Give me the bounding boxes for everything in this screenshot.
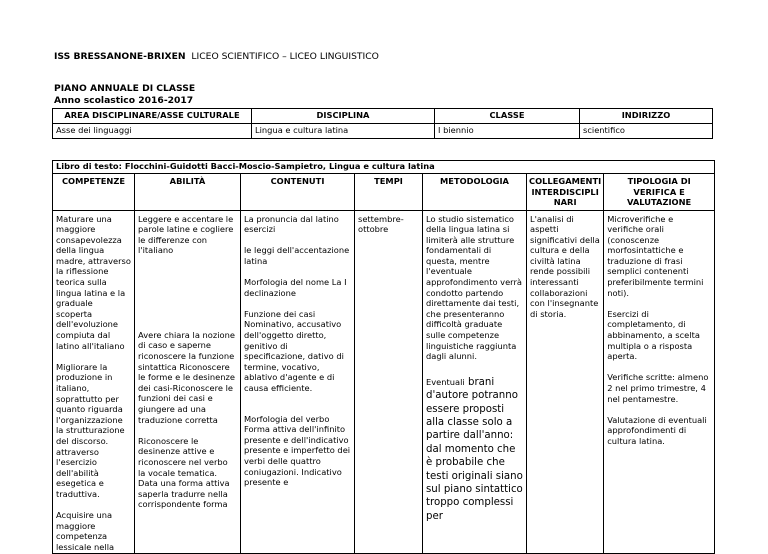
abilita-cell <box>135 210 241 553</box>
metodologia-text-2b: brani d'autore potranno essere proposti alla classe solo a partire dall'anno: dal momento che è probabile che testi originali siano sul piano sintattico troppo complessi per <box>426 376 523 522</box>
contenuti-cell <box>241 210 355 553</box>
contenuti-text-5: Morfologia del verbo Forma attiva dell'infinito presente e dell'indicativo presente e imperfetto dei verbi delle quattro coniugazioni. Indicativo presente e <box>244 413 351 488</box>
tempi-text: settembre-ottobre <box>358 213 404 235</box>
competenze-text-2: Migliorare la produzione in italiano, soprattutto per quanto riguarda l'organizzazione la strutturazione del discorso. attraverso l'esercizio dell'abilità esegetica e traduttiva. <box>56 361 125 499</box>
verifica-text-2: Esercizi di completamento, di abbinamento, a scelta multipla o a risposta aperta. <box>607 308 700 362</box>
contenuti-text-4: Funzione dei casi Nominativo, accusativo dell'oggetto diretto, genitivo di specificazione, dativo di termine, vocativo, ablativo d'agente e di causa efficiente. <box>244 308 344 393</box>
verifica-cell <box>604 210 715 553</box>
info-table <box>52 108 713 139</box>
metodologia-text-1: Lo studio sistematico della lingua latina si limiterà alle strutture fondamentali di questa, mentre l'eventuale approfondimento verrà condotto partendo direttamente dai testi, che presenteranno difficoltà graduate sulle competenze linguistiche raggiunta dagli alunni. <box>426 213 522 362</box>
metodologia-text-2a: Eventuali <box>426 376 465 387</box>
contenuti-header: CONTENUTI <box>241 174 355 211</box>
abilita-text-2: Avere chiara la nozione di caso e saperne riconoscere la funzione sintattica Riconoscere le forme e le desinenze dei casi-Riconoscere le funzioni dei casi e giungere ad una traduzione corretta <box>138 329 236 425</box>
verifica-text-3: Verifiche scritte: almeno 2 nel primo trimestre, 4 nel pentamestre. <box>607 372 709 404</box>
competenze-cell <box>53 210 135 553</box>
plan-title: PIANO ANNUALE DI CLASSE <box>54 83 196 94</box>
contenuti-text-1: La pronuncia dal latino esercizi <box>244 213 339 235</box>
school-header <box>54 51 379 62</box>
metodologia-cell <box>423 210 527 553</box>
competenze-header: COMPETENZE <box>53 174 135 211</box>
school-type: LICEO SCIENTIFICO – LICEO LINGUISTICO <box>191 51 379 62</box>
collegamenti-text: L'analisi di aspetti significativi della cultura e della civiltà latina rende possibili interessanti collaborazioni con l'insegnante di storia. <box>530 213 600 319</box>
competenze-text-3: Acquisire una maggiore competenza lessicale nella <box>56 510 115 552</box>
tempi-cell <box>355 210 423 553</box>
verifica-text-4: Valutazione di eventuali approfondimenti di cultura latina. <box>607 414 707 446</box>
textbook-label: Libro di testo: Flocchini-Guidotti Bacci-Moscio-Sampietro, Lingua e cultura latina <box>53 161 715 174</box>
abilita-text-3: Riconoscere le desinenze attive e riconoscere nel verbo la vocale tematica. Data una forma attiva saperla tradurre nella corrispondente forma <box>138 435 230 510</box>
info-value-row <box>53 124 713 139</box>
contenuti-text-2: le leggi dell'accentazione latina <box>244 245 350 266</box>
abilita-text-1: Leggere e accentare le parole latine e cogliere le differenze con l'italiano <box>138 213 234 256</box>
discipline-header: DISCIPLINA <box>252 109 435 124</box>
address-header: INDIRIZZO <box>580 109 713 124</box>
textbook-row <box>53 161 715 174</box>
school-name: ISS BRESSANONE-BRIXEN <box>54 51 186 62</box>
info-header-row <box>53 109 713 124</box>
school-year: Anno scolastico 2016-2017 <box>54 95 194 106</box>
abilita-header: ABILITÀ <box>135 174 241 211</box>
area-header: AREA DISCIPLINARE/ASSE CULTURALE <box>53 109 252 124</box>
class-header: CLASSE <box>435 109 580 124</box>
metodologia-text-2 <box>426 376 523 523</box>
plan-table <box>52 160 715 554</box>
verifica-header: TIPOLOGIA DI VERIFICA E VALUTAZIONE <box>604 174 715 211</box>
class-value: I biennio <box>435 124 580 139</box>
competenze-text-1: Maturare una maggiore consapevolezza della lingua madre, attraverso la riflessione teorica sulla lingua latina e la graduale scoperta dell'evoluzione compiuta dal latino all'italiano <box>56 213 131 351</box>
address-value: scientifico <box>580 124 713 139</box>
area-value: Asse dei linguaggi <box>53 124 252 139</box>
verifica-text-1: Microverifiche e verifiche orali (conoscenze morfosintattiche e traduzione di frasi semplici contenenti preferibilmente termini noti). <box>607 213 704 298</box>
tempi-header: TEMPI <box>355 174 423 211</box>
discipline-value: Lingua e cultura latina <box>252 124 435 139</box>
contenuti-text-3: Morfologia del nome La I declinazione <box>244 277 347 298</box>
metodologia-header: METODOLOGIA <box>423 174 527 211</box>
collegamenti-header: COLLEGAMENTI INTERDISCIPLI NARI <box>527 174 604 211</box>
plan-header-row <box>53 174 715 211</box>
plan-content-row <box>53 210 715 553</box>
plan-header <box>54 83 195 107</box>
collegamenti-cell <box>527 210 604 553</box>
